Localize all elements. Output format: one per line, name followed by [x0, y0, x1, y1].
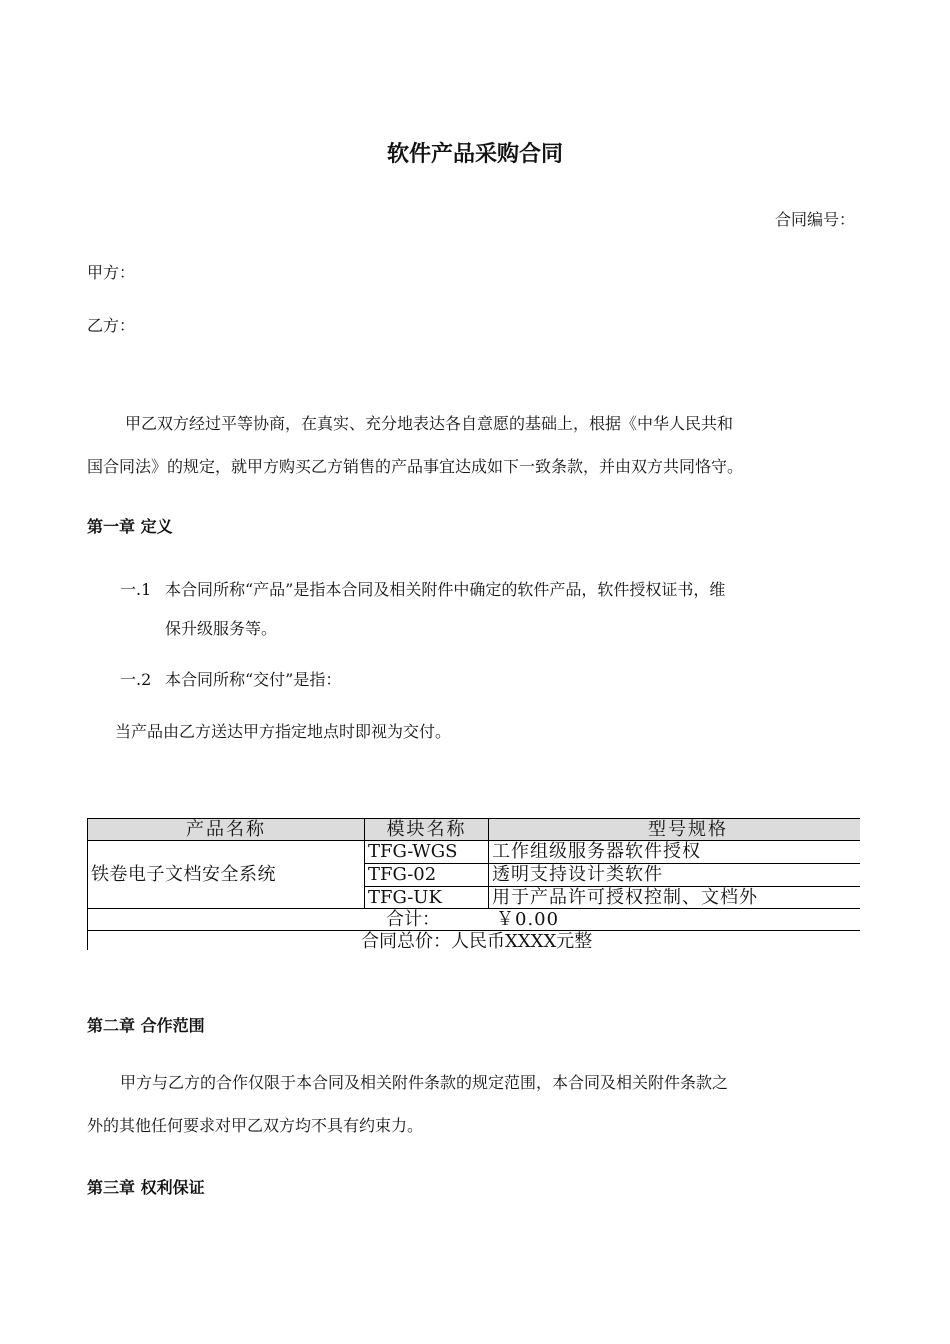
party-b-label: 乙方： — [87, 316, 136, 335]
table-row — [488, 863, 860, 887]
table-header-spec: 型号规格 — [488, 818, 860, 841]
grand-total-text: 合同总价：人民币XXXX元整 — [361, 931, 593, 950]
party-a-label: 甲方： — [87, 263, 136, 282]
table-grand-total-row — [87, 930, 860, 950]
scope-paragraph-line1: 甲方与乙方的合作仅限于本合同及相关附件条款的规定范围，本合同及相关附件条款之 — [120, 1073, 729, 1092]
total-label: 合计： — [386, 909, 440, 930]
table-total-row — [87, 908, 860, 931]
document-title: 软件产品采购合同 — [386, 142, 563, 167]
definition-item1-line1: 本合同所称“产品”是指本合同及相关附件中确定的软件产品，软件授权证书，维 — [165, 580, 726, 599]
table-header-product-name: 产品名称 — [87, 818, 365, 841]
chapter3-heading: 第三章 权利保证 — [87, 1178, 205, 1197]
table-row — [364, 863, 489, 887]
module-code: TFG-02 — [368, 864, 437, 885]
table-row — [488, 840, 860, 864]
delivery-definition: 当产品由乙方送达甲方指定地点时即视为交付。 — [115, 722, 452, 741]
chapter1-heading: 第一章 定义 — [87, 517, 173, 536]
module-code: TFG-WGS — [368, 841, 458, 862]
scope-paragraph-line2: 外的其他任何要求对甲乙双方均不具有约束力。 — [87, 1116, 424, 1135]
definition-item1-line2: 保升级服务等。 — [165, 619, 278, 638]
definition-item1-number: 一.1 — [120, 580, 152, 599]
table-header-module-name: 模块名称 — [364, 818, 489, 841]
contract-number-label: 合同编号： — [774, 210, 855, 229]
spec-text: 工作组级服务器软件授权 — [492, 841, 701, 862]
table-product-name-cell: 铁卷电子文档安全系统 — [87, 840, 365, 909]
intro-paragraph-line2: 国合同法》的规定，就甲方购买乙方销售的产品事宜达成如下一致条款，并由双方共同恪守。 — [87, 457, 744, 476]
intro-paragraph-line1: 甲乙双方经过平等协商，在真实、充分地表达各自意愿的基础上，根据《中华人民共和 — [125, 414, 734, 433]
table-row — [364, 840, 489, 864]
product-table — [87, 818, 860, 950]
definition-item2-number: 一.2 — [120, 670, 152, 689]
total-value: ￥0.00 — [496, 909, 560, 930]
module-code: TFG-UK — [368, 887, 442, 908]
table-row — [488, 886, 860, 909]
spec-text: 用于产品许可授权控制、文档外 — [492, 887, 758, 908]
table-row — [364, 886, 489, 909]
spec-text: 透明支持设计类软件 — [492, 864, 663, 885]
chapter2-heading: 第二章 合作范围 — [87, 1016, 205, 1035]
definition-item2-text: 本合同所称“交付”是指： — [165, 670, 342, 689]
